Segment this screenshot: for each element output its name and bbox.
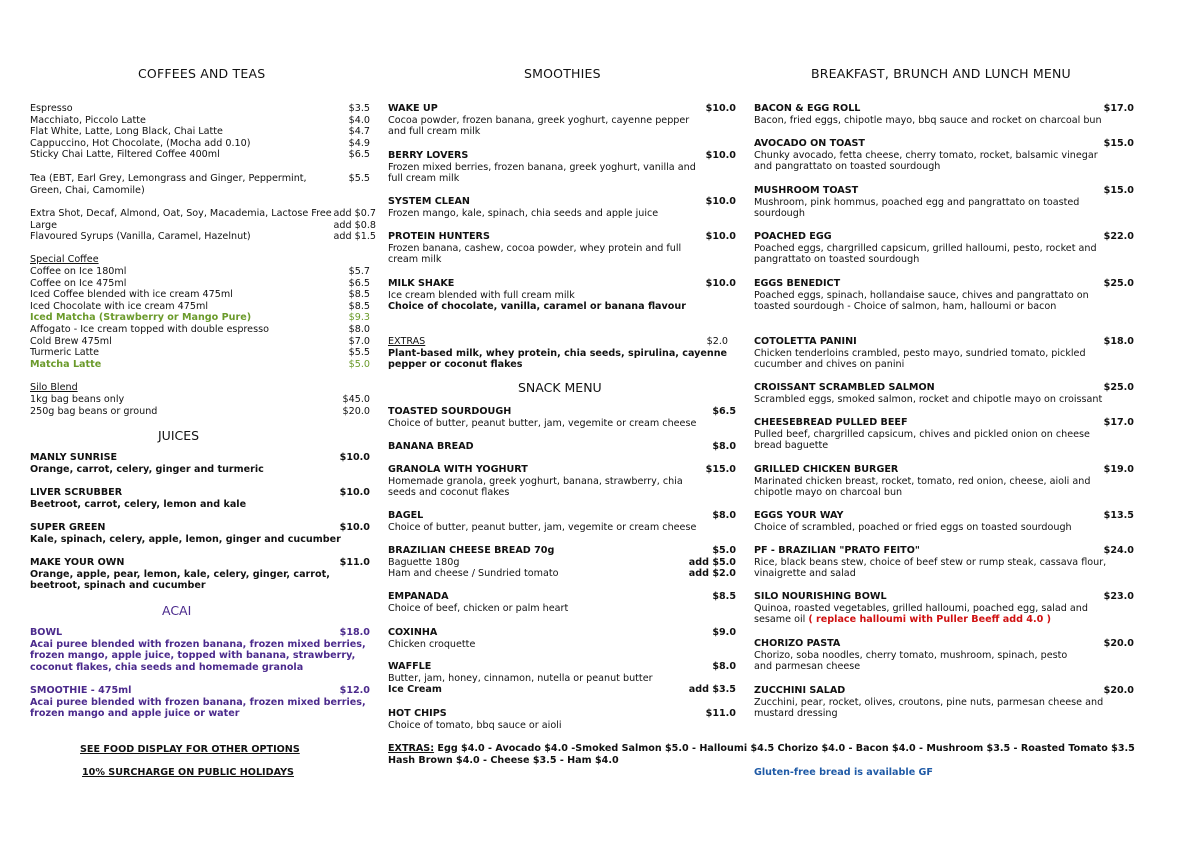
juices-title: JUICES [158,428,200,443]
snack-name: EMPANADA [388,591,449,602]
special-coffee-name: Matcha Latte [30,358,102,370]
smoothie-price: $10.0 [705,278,736,289]
coffee-item-name: Macchiato, Piccolo Latte [30,114,146,126]
breakfast-price: $13.5 [1103,510,1134,521]
coffee-extra-name: Flavoured Syrups (Vanilla, Caramel, Hazelnut) [30,231,251,243]
coffee-extra-price: add $0.8 [333,219,376,231]
smoothie-name: MILK SHAKE [388,278,455,289]
juice-name: MAKE YOUR OWN [30,557,125,568]
breakfast-desc: and pangrattato on toasted sourdough [754,161,941,173]
smoothie-name: WAKE UP [388,103,438,114]
special-coffee-name: Iced Chocolate with ice cream 475ml [30,300,208,312]
breakfast-desc: mustard dressing [754,708,838,720]
smoothie-extras-desc: Plant-based milk, whey protein, chia seeds, spirulina, cayenne [388,347,728,359]
breakfast-desc: Rice, black beans stew, choice of beef stew or rump steak, cassava flour, [754,556,1107,568]
coffee-extra-name: Large [30,219,57,231]
special-coffee-name: Turmeric Latte [30,347,100,359]
breakfast-name: EGGS BENEDICT [754,278,841,289]
breakfast-desc: Chunky avocado, fetta cheese, cherry tomato, rocket, balsamic vinegar [754,149,1098,161]
special-coffee-title: Special Coffee [30,254,99,265]
coffee-extra-price: add $0.7 [333,208,376,219]
breakfast-desc: Chorizo, soba noodles, cherry tomato, mushroom, spinach, pesto [754,649,1068,661]
snack-price: $5.0 [712,545,736,556]
snack-extras-line2: Hash Brown $4.0 - Cheese $3.5 - Ham $4.0 [388,754,619,766]
coffee-item-price: $6.5 [348,149,370,161]
smoothie-extras-title: EXTRAS [388,336,426,347]
acai-desc: Acai puree blended with frozen banana, frozen mixed berries, [30,696,366,708]
special-coffee-price: $6.5 [348,277,370,289]
snack-name: BAGEL [388,510,424,521]
juice-desc: Beetroot, carrot, celery, lemon and kale [30,498,247,510]
snack-price: $15.0 [705,464,736,475]
tea-price: $5.5 [348,173,370,184]
breakfast-name: SILO NOURISHING BOWL [754,591,887,602]
breakfast-name: POACHED EGG [754,231,832,242]
breakfast-desc: Marinated chicken breast, rocket, tomato, red onion, cheese, aioli and [754,475,1091,487]
smoothie-desc: Ice cream blended with full cream milk [388,289,575,301]
coffee-item-price: $4.9 [348,137,370,149]
breakfast-price: $17.0 [1103,417,1134,428]
breakfast-desc: bread baguette [754,440,829,452]
breakfast-name: MUSHROOM TOAST [754,185,859,196]
breakfast-name: GRILLED CHICKEN BURGER [754,464,899,475]
snack-price: $11.0 [705,708,736,719]
coffee-item-name: Espresso [30,103,73,114]
juice-price: $11.0 [339,557,370,568]
acai-price: $18.0 [339,627,370,638]
breakfast-desc: Quinoa, roasted vegetables, grilled halloumi, poached egg, salad and [754,602,1088,614]
special-coffee-name: Coffee on Ice 180ml [30,266,127,277]
breakfast-desc: vinaigrette and salad [754,568,856,580]
snack-desc: Ham and cheese / Sundried tomato [388,568,559,580]
breakfast-name: CHORIZO PASTA [754,638,841,649]
smoothie-name: PROTEIN HUNTERS [388,231,490,242]
breakfast-price: $25.0 [1103,278,1134,289]
snack-name: BANANA BREAD [388,441,474,452]
breakfast-price: $24.0 [1103,545,1134,556]
snack-price: $9.0 [712,627,736,638]
breakfast-desc: pangrattato on toasted sourdough [754,254,920,266]
food-display-note: SEE FOOD DISPLAY FOR OTHER OPTIONS [80,744,300,755]
smoothie-desc: Frozen mixed berries, frozen banana, greek yoghurt, vanilla and [388,161,696,173]
breakfast-price: $25.0 [1103,382,1134,393]
breakfast-price: $23.0 [1103,591,1134,602]
special-coffee-price: $5.5 [348,347,370,359]
smoothie-price: $10.0 [705,150,736,161]
smoothie-desc: full cream milk [388,173,460,185]
breakfast-name: CHEESEBREAD PULLED BEEF [754,417,908,428]
juice-price: $10.0 [339,487,370,498]
smoothie-price: $10.0 [705,103,736,114]
surcharge-note: 10% SURCHARGE ON PUBLIC HOLIDAYS [82,767,294,778]
breakfast-price: $20.0 [1103,685,1134,696]
acai-name: BOWL [30,627,63,638]
snack-option-price: add $5.0 [688,556,736,568]
smoothie-desc: and full cream milk [388,126,481,138]
juice-desc: beetroot, spinach and cucumber [30,580,206,592]
breakfast-name: AVOCADO ON TOAST [754,138,865,149]
special-coffee-name: Iced Matcha (Strawberry or Mango Pure) [30,312,252,324]
breakfast-price: $22.0 [1103,231,1134,242]
coffee-extra-name: Extra Shot, Decaf, Almond, Oat, Soy, Macademia, Lactose Free [30,208,332,219]
snack-desc: Choice of beef, chicken or palm heart [388,602,569,614]
snack-option-price: add $2.0 [688,568,736,580]
silo-item-name: 1kg bag beans only [30,394,125,405]
snack-name: GRANOLA WITH YOGHURT [388,464,528,475]
silo-item-price: $45.0 [342,394,370,405]
coffee-item-price: $4.7 [348,126,370,138]
special-coffee-name: Affogato - Ice cream topped with double espresso [30,324,269,335]
acai-price: $12.0 [339,685,370,696]
breakfast-note: ( replace halloumi with Puller Beeff add 4.0 ) [808,614,1052,626]
special-coffee-price: $7.0 [348,335,370,347]
snack-price: $8.0 [712,510,736,521]
juice-price: $10.0 [339,522,370,533]
snack-desc: Choice of butter, peanut butter, jam, vegemite or cream cheese [388,521,697,533]
snack-desc: Homemade granola, greek yoghurt, banana, strawberry, chia [388,475,683,487]
breakfast-desc: toasted sourdough - Choice of salmon, ham, halloumi or bacon [754,301,1057,313]
juice-desc: Orange, apple, pear, lemon, kale, celery, ginger, carrot, [30,568,330,580]
snack-price: $8.0 [712,661,736,672]
snack-name: WAFFLE [388,661,432,672]
breakfast-name: EGGS YOUR WAY [754,510,844,521]
snack-name: BRAZILIAN CHEESE BREAD 70g [388,545,555,556]
special-coffee-price: $8.5 [348,289,370,301]
breakfast-desc: Choice of scrambled, poached or fried eggs on toasted sourdough [754,521,1072,533]
silo-blend-title: Silo Blend [30,382,78,393]
snack-desc: Choice of tomato, bbq sauce or aioli [388,719,562,731]
smoothie-price: $10.0 [705,231,736,242]
snack-price: $8.5 [712,591,736,602]
snack-extras-line [388,743,1135,755]
breakfast-desc: Bacon, fried eggs, chipotle mayo, bbq sauce and rocket on charcoal bun [754,114,1102,126]
acai-desc: frozen mango and apple juice or water [30,708,240,720]
acai-desc: Acai puree blended with frozen banana, frozen mixed berries, [30,638,366,650]
special-coffee-price: $8.0 [348,324,370,335]
snack-name: COXINHA [388,627,438,638]
breakfast-desc: chipotle mayo on charcoal bun [754,487,903,499]
smoothie-desc: Frozen mango, kale, spinach, chia seeds and apple juice [388,207,659,219]
breakfast-price: $19.0 [1103,464,1134,475]
snack-desc: Choice of butter, peanut butter, jam, vegemite or cream cheese [388,417,697,429]
breakfast-desc-text: sesame oil [754,614,809,626]
breakfast-name: PF - BRAZILIAN "PRATO FEITO" [754,545,920,556]
smoothie-extras-desc: pepper or coconut flakes [388,359,523,371]
smoothie-extras-price: $2.0 [706,336,728,347]
snack-name: HOT CHIPS [388,708,447,719]
tea-line: Tea (EBT, Earl Grey, Lemongrass and Ginger, Peppermint, [30,173,307,184]
snack-desc-bold: Ice Cream [388,684,442,696]
juice-desc: Orange, carrot, celery, ginger and turmeric [30,463,264,475]
breakfast-name: CROISSANT SCRAMBLED SALMON [754,382,935,393]
snack-price: $8.0 [712,441,736,452]
breakfast-name: BACON & EGG ROLL [754,103,861,114]
snack-desc: Baguette 180g [388,556,460,568]
gluten-free-note: Gluten-free bread is available GF [754,767,933,778]
smoothie-desc: cream milk [388,254,442,266]
smoothie-desc: Cocoa powder, frozen banana, greek yoghurt, cayenne pepper [388,114,690,126]
coffee-item-name: Sticky Chai Latte, Filtered Coffee 400ml [30,149,220,161]
snack-option-price: add $3.5 [688,684,736,696]
special-coffee-price: $8.5 [348,300,370,312]
smoothie-name: SYSTEM CLEAN [388,196,470,207]
special-coffee-name: Coffee on Ice 475ml [30,277,127,289]
breakfast-desc: Poached eggs, spinach, hollandaise sauce, chives and pangrattato on [754,289,1089,301]
breakfast-desc: Scrambled eggs, smoked salmon, rocket and chipotle mayo on croissant [754,393,1103,405]
acai-title: ACAI [162,603,192,618]
coffee-item-name: Cappuccino, Hot Chocolate, (Mocha add 0.10) [30,137,251,149]
smoothie-price: $10.0 [705,196,736,207]
smoothie-name: BERRY LOVERS [388,150,469,161]
breakfast-desc: Pulled beef, chargrilled capsicum, chives and pickled onion on cheese [754,428,1090,440]
breakfast-price: $18.0 [1103,336,1134,347]
juice-name: SUPER GREEN [30,522,106,533]
juice-name: MANLY SUNRISE [30,452,118,463]
breakfast-desc: Poached eggs, chargrilled capsicum, grilled halloumi, pesto, rocket and [754,242,1097,254]
coffee-extra-price: add $1.5 [333,231,376,243]
acai-desc: coconut flakes, chia seeds and homemade granola [30,661,304,673]
acai-desc: frozen mango, apple juice, topped with banana, strawberry, [30,650,356,662]
snack-desc: Chicken croquette [388,638,476,650]
special-coffee-name: Cold Brew 475ml [30,335,112,347]
special-coffee-price: $5.7 [348,266,370,277]
snack-price: $6.5 [712,406,736,417]
breakfast-title: BREAKFAST, BRUNCH AND LUNCH MENU [811,66,1071,81]
breakfast-desc [754,614,1051,626]
snack-desc: seeds and coconut flakes [388,487,510,499]
smoothies-title: SMOOTHIES [524,66,601,81]
coffees-title: COFFEES AND TEAS [138,66,266,81]
silo-item-name: 250g bag beans or ground [30,405,158,417]
acai-name: SMOOTHIE - 475ml [30,685,132,696]
snack-extras-label: EXTRAS: [388,743,435,754]
special-coffee-price: $9.3 [348,312,370,324]
special-coffee-name: Iced Coffee blended with ice cream 475ml [30,289,233,301]
snack-name: TOASTED SOURDOUGH [388,406,512,417]
breakfast-name: COTOLETTA PANINI [754,336,857,347]
coffee-item-price: $4.0 [348,114,370,126]
juice-desc: Kale, spinach, celery, apple, lemon, ginger and cucumber [30,533,341,545]
juice-price: $10.0 [339,452,370,463]
snack-menu-title: SNACK MENU [518,380,602,395]
breakfast-desc: Mushroom, pink hommus, poached egg and pangrattato on toasted [754,196,1080,208]
breakfast-name: ZUCCHINI SALAD [754,685,846,696]
juice-name: LIVER SCRUBBER [30,487,123,498]
silo-item-price: $20.0 [342,405,370,417]
snack-desc: Butter, jam, honey, cinnamon, nutella or peanut butter [388,672,653,684]
breakfast-price: $20.0 [1103,638,1134,649]
breakfast-desc: Zucchini, pear, rocket, olives, croutons, pine nuts, parmesan cheese and [754,696,1104,708]
breakfast-price: $17.0 [1103,103,1134,114]
coffee-item-price: $3.5 [348,103,370,114]
breakfast-desc: sourdough [754,208,805,220]
tea-line: Green, Chai, Camomile) [30,184,145,196]
breakfast-desc: Chicken tenderloins crambled, pesto mayo, sundried tomato, pickled [754,347,1086,359]
coffee-item-name: Flat White, Latte, Long Black, Chai Latte [30,126,223,138]
smoothie-desc: Frozen banana, cashew, cocoa powder, whey protein and full [388,242,682,254]
breakfast-desc: cucumber and chives on panini [754,359,905,371]
breakfast-price: $15.0 [1103,185,1134,196]
breakfast-desc: and parmesan cheese [754,661,861,673]
snack-extras-text: Egg $4.0 - Avocado $4.0 -Smoked Salmon $5.0 - Halloumi $4.5 Chorizo $4.0 - Bacon $4.0 - Mushroom $3.5 - Roasted Tomato $3.5 [434,743,1135,754]
special-coffee-price: $5.0 [348,358,370,370]
breakfast-price: $15.0 [1103,138,1134,149]
smoothie-desc-bold: Choice of chocolate, vanilla, caramel or banana flavour [388,301,686,313]
